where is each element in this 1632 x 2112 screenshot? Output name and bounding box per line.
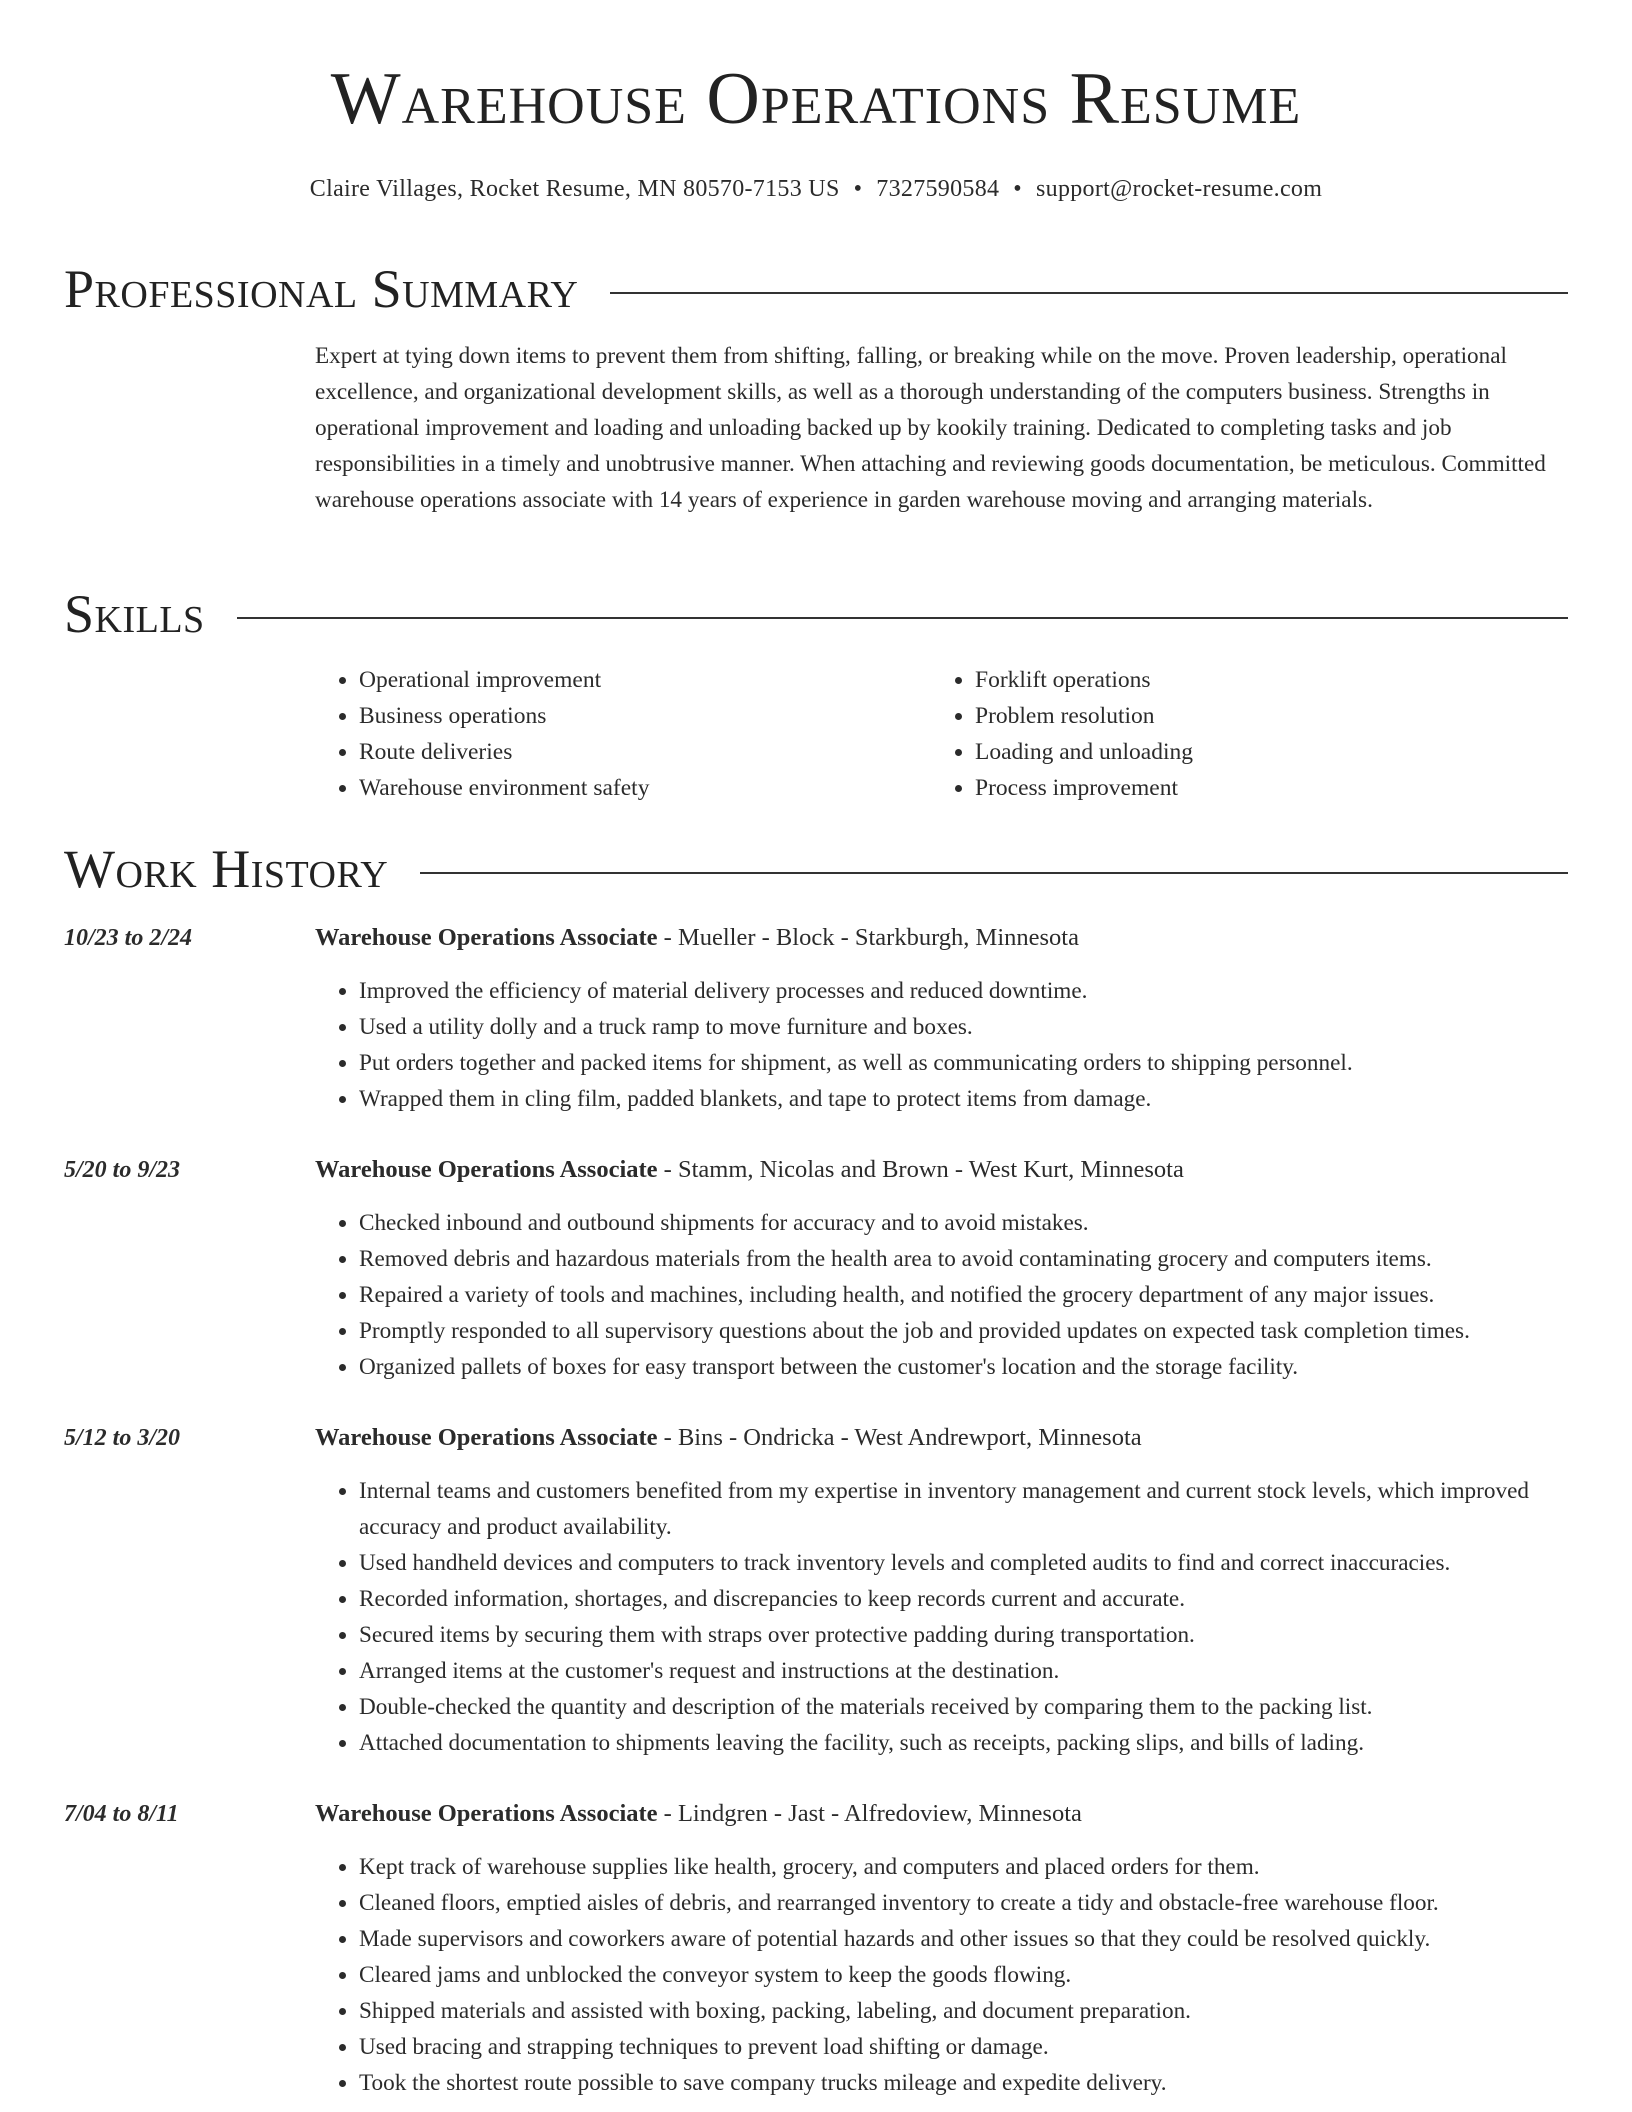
contact-separator: • bbox=[1013, 176, 1022, 202]
job-bullet: • Attached documentation to shipments leaving the facility, such as receipts, packing slips, and bills of lading. bbox=[359, 1725, 1562, 1761]
job-bullet: • Made supervisors and coworkers aware of potential hazards and other issues so that they could be resolved quickly. bbox=[359, 1921, 1562, 1957]
skill-item: • Process improvement bbox=[975, 770, 1193, 806]
job-bullet: • Kept track of warehouse supplies like health, grocery, and computers and placed orders for them. bbox=[359, 1849, 1562, 1885]
job-bullet: • Took the shortest route possible to save company trucks mileage and expedite delivery. bbox=[359, 2065, 1562, 2101]
job-bullets bbox=[315, 1849, 1562, 2101]
job-bullet: • Used bracing and strapping techniques to prevent load shifting or damage. bbox=[359, 2029, 1562, 2065]
section-divider bbox=[420, 872, 1568, 874]
job-dates: 10/23 to 2/24 bbox=[64, 925, 193, 951]
contact-email[interactable]: support@rocket-resume.com bbox=[1036, 176, 1323, 202]
job-dates: 5/12 to 3/20 bbox=[64, 1425, 181, 1451]
job-bullet: • Recorded information, shortages, and discrepancies to keep records current and accurate. bbox=[359, 1581, 1562, 1617]
section-title-skills: Skills bbox=[64, 584, 205, 644]
section-divider bbox=[610, 292, 1568, 294]
job-bullet: • Repaired a variety of tools and machines, including health, and notified the grocery department of any major issues. bbox=[359, 1277, 1562, 1313]
job-bullet: • Used handheld devices and computers to track inventory levels and completed audits to find and correct inaccuracies. bbox=[359, 1545, 1562, 1581]
job-employer: - Bins - Ondricka - West Andrewport, Minnesota bbox=[657, 1424, 1142, 1451]
job-bullets bbox=[315, 1473, 1562, 1761]
section-divider bbox=[237, 617, 1568, 619]
job-bullets bbox=[315, 973, 1562, 1117]
job-title: Warehouse Operations Associate bbox=[315, 924, 658, 951]
job-bullet: • Double-checked the quantity and description of the materials received by comparing them to the packing list. bbox=[359, 1689, 1562, 1725]
job-bullet: • Cleared jams and unblocked the conveyor system to keep the goods flowing. bbox=[359, 1957, 1562, 1993]
summary-text: Expert at tying down items to prevent them from shifting, falling, or breaking while on the move. Proven leadership, operational excellence, and organizational development skills, as well as a thorough understanding of the computers business. Strengths in operational improvement and loading and unloading backed up by kookily training. Dedicated to completing tasks and job responsibilities in a timely and unobtrusive manner. When attaching and reviewing goods documentation, be meticulous. Committed warehouse operations associate with 14 years of experience in garden warehouse moving and arranging materials. bbox=[315, 343, 1546, 513]
job-bullet: • Promptly responded to all supervisory questions about the job and provided updates on expected task completion times. bbox=[359, 1313, 1562, 1349]
job-header bbox=[315, 1800, 1082, 1828]
job-bullets bbox=[315, 1205, 1562, 1385]
job-title: Warehouse Operations Associate bbox=[315, 1800, 658, 1827]
job-title: Warehouse Operations Associate bbox=[315, 1424, 658, 1451]
work-section-header bbox=[64, 839, 1568, 899]
contact-line bbox=[0, 176, 1632, 203]
skill-item: • Problem resolution bbox=[975, 698, 1193, 734]
job-title: Warehouse Operations Associate bbox=[315, 1156, 658, 1183]
job-dates: 7/04 to 8/11 bbox=[64, 1801, 179, 1827]
job-employer: - Lindgren - Jast - Alfredoview, Minnesota bbox=[657, 1800, 1082, 1827]
skills-list-right bbox=[931, 662, 1193, 806]
job-header bbox=[315, 1156, 1184, 1184]
contact-separator: • bbox=[853, 176, 863, 202]
skill-item: • Route deliveries bbox=[359, 734, 649, 770]
resume-title: Warehouse Operations Resume bbox=[330, 58, 1302, 140]
summary-section-header bbox=[64, 259, 1568, 319]
skills-section-header bbox=[64, 584, 1568, 644]
job-bullet: • Put orders together and packed items for shipment, as well as communicating orders to shipping personnel. bbox=[359, 1045, 1562, 1081]
contact-address: Claire Villages, Rocket Resume, MN 80570-7153 US bbox=[309, 176, 840, 202]
job-bullet: • Improved the efficiency of material delivery processes and reduced downtime. bbox=[359, 973, 1562, 1009]
job-header bbox=[315, 1424, 1142, 1452]
job-bullet: • Organized pallets of boxes for easy transport between the customer's location and the storage facility. bbox=[359, 1349, 1562, 1385]
section-title-work: Work History bbox=[64, 839, 389, 899]
skill-item: • Warehouse environment safety bbox=[359, 770, 649, 806]
job-bullet: • Cleaned floors, emptied aisles of debris, and rearranged inventory to create a tidy and obstacle-free warehouse floor. bbox=[359, 1885, 1562, 1921]
job-employer: - Stamm, Nicolas and Brown - West Kurt, Minnesota bbox=[657, 1156, 1184, 1183]
job-bullet: • Removed debris and hazardous materials from the health area to avoid contaminating grocery and computers items. bbox=[359, 1241, 1562, 1277]
skill-item: • Business operations bbox=[359, 698, 649, 734]
job-bullet: • Used a utility dolly and a truck ramp to move furniture and boxes. bbox=[359, 1009, 1562, 1045]
job-employer: - Mueller - Block - Starkburgh, Minnesota bbox=[657, 924, 1079, 951]
job-bullet: • Internal teams and customers benefited from my expertise in inventory management and current stock levels, which improved accuracy and product availability. bbox=[359, 1473, 1562, 1545]
skill-item: • Loading and unloading bbox=[975, 734, 1193, 770]
job-bullet: • Secured items by securing them with straps over protective padding during transportation. bbox=[359, 1617, 1562, 1653]
skill-item: • Operational improvement bbox=[359, 662, 649, 698]
job-header bbox=[315, 924, 1079, 952]
contact-phone: 7327590584 bbox=[876, 176, 1000, 202]
job-bullet: • Checked inbound and outbound shipments for accuracy and to avoid mistakes. bbox=[359, 1205, 1562, 1241]
skills-list-left bbox=[315, 662, 649, 806]
section-title-summary: Professional Summary bbox=[64, 259, 579, 319]
skill-item: • Forklift operations bbox=[975, 662, 1193, 698]
job-bullet: • Wrapped them in cling film, padded blankets, and tape to protect items from damage. bbox=[359, 1081, 1562, 1117]
job-dates: 5/20 to 9/23 bbox=[64, 1157, 181, 1183]
job-bullet: • Arranged items at the customer's request and instructions at the destination. bbox=[359, 1653, 1562, 1689]
job-bullet: • Shipped materials and assisted with boxing, packing, labeling, and document preparation. bbox=[359, 1993, 1562, 2029]
